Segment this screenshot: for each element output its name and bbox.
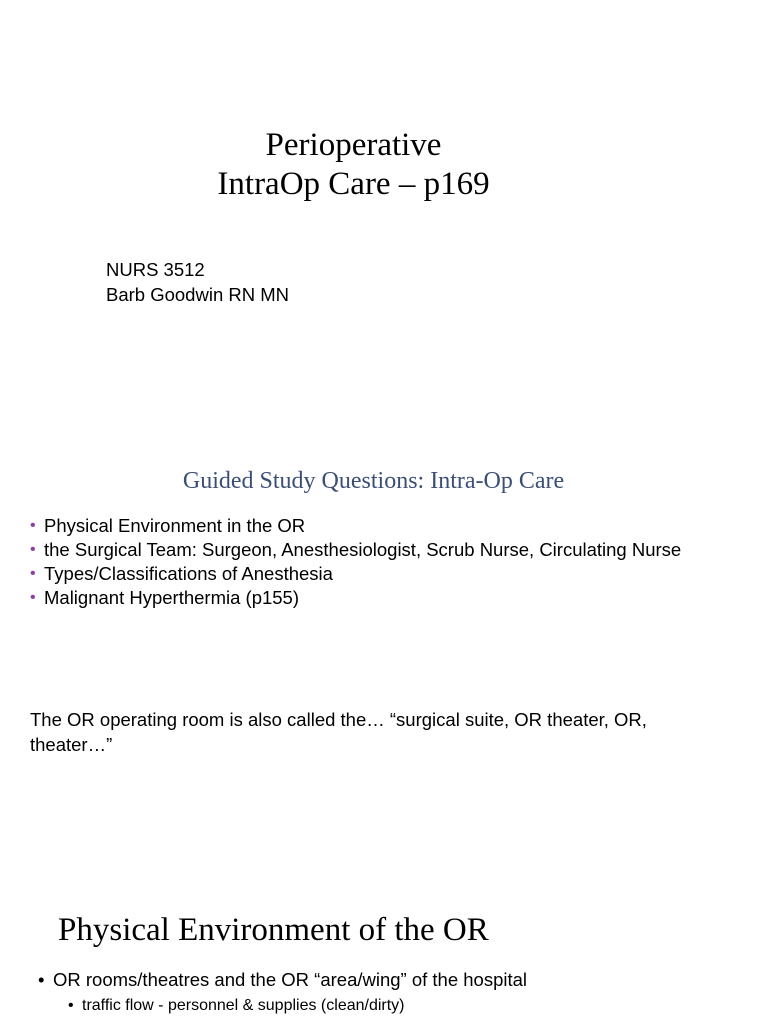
list-item-text: the Surgical Team: Surgeon, Anesthesiologist, Scrub Nurse, Circulating Nurse	[44, 539, 682, 560]
slide-title-line1: Perioperative	[265, 127, 442, 163]
course-code: NURS 3512	[106, 259, 205, 280]
slide-title-line2: IntraOp Care – p169	[217, 166, 490, 202]
list-item-text: OR rooms/theatres and the OR “area/wing” of the hospital	[53, 969, 528, 990]
bullet-icon: •	[30, 589, 36, 606]
bullet-icon: •	[30, 517, 36, 534]
list-item	[30, 586, 710, 610]
list-item-text: Physical Environment in the OR	[44, 515, 306, 536]
sub-list-item	[68, 995, 405, 1017]
study-questions-list	[30, 514, 710, 610]
or-names-note: The OR operating room is also called the… “surgical suite, OR theater, OR, theater…”	[30, 709, 647, 755]
guided-study-heading: Guided Study Questions: Intra-Op Care	[182, 468, 565, 494]
bullet-icon: •	[38, 969, 45, 990]
list-item	[30, 562, 710, 586]
environment-list	[38, 967, 738, 992]
sub-list-item-text: traffic flow - personnel & supplies (clean/dirty)	[82, 997, 405, 1014]
instructor-name: Barb Goodwin RN MN	[106, 284, 290, 305]
list-item-text: Types/Classifications of Anesthesia	[44, 563, 333, 584]
section-heading: Physical Environment of the OR	[58, 912, 489, 948]
list-item	[30, 538, 710, 562]
list-item	[30, 514, 710, 538]
bullet-icon: •	[30, 565, 36, 582]
bullet-icon: •	[68, 997, 74, 1014]
list-item-text: Malignant Hyperthermia (p155)	[44, 587, 300, 608]
list-item	[38, 967, 738, 992]
bullet-icon: •	[30, 541, 36, 558]
